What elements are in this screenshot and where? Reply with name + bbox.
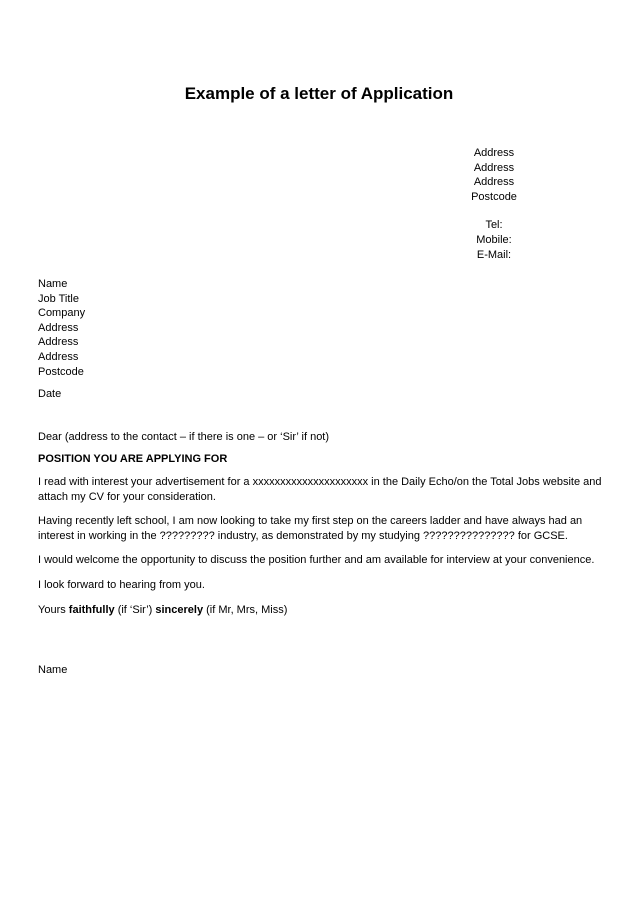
- recipient-company: Company: [38, 307, 86, 320]
- recipient-name: Name: [38, 278, 68, 290]
- sign-off-suffix: (if Mr, Mrs, Miss): [203, 603, 288, 616]
- sign-off: [38, 603, 604, 618]
- sender-tel: Tel:: [485, 219, 503, 232]
- letter-body: [38, 277, 604, 678]
- recipient-block: [38, 277, 604, 379]
- paragraph-line: I would welcome the opportunity to discuss the position further and am available for interview at your convenience.: [38, 554, 595, 567]
- sender-gap: [452, 204, 536, 218]
- recipient-job-title: Job Title: [38, 292, 79, 305]
- sign-off-faithfully: faithfully: [68, 603, 115, 616]
- sender-email: E-Mail:: [476, 248, 512, 261]
- sender-postcode: Postcode: [471, 190, 517, 203]
- recipient-address: Address: [38, 336, 79, 349]
- sender-address-line: Address: [473, 176, 515, 189]
- recipient-address: Address: [38, 321, 79, 334]
- paragraph-background: [38, 514, 604, 543]
- sign-off-sincerely: sincerely: [155, 603, 204, 616]
- recipient-address: Address: [38, 350, 79, 363]
- paragraph-line: I read with interest your advertisement for a xxxxxxxxxxxxxxxxxxxxx in the Daily Echo/on the Total Jobs website and: [38, 475, 602, 488]
- sender-mobile: Mobile:: [476, 233, 512, 246]
- letter-date: Date: [38, 388, 62, 401]
- sender-address-line: Address: [473, 161, 515, 174]
- paragraph-interest: [38, 475, 604, 504]
- position-heading: POSITION YOU ARE APPLYING FOR: [38, 453, 228, 466]
- signature-name: Name: [38, 664, 68, 677]
- paragraph-line: I look forward to hearing from you.: [38, 578, 205, 591]
- sign-off-prefix: Yours: [38, 603, 69, 616]
- sender-address-line: Address: [473, 147, 515, 159]
- page-title: Example of a letter of Application: [184, 84, 454, 103]
- paragraph-line: attach my CV for your consideration.: [38, 490, 216, 503]
- paragraph-line: Having recently left school, I am now looking to take my first step on the careers ladder and have always had an: [38, 515, 583, 528]
- recipient-postcode: Postcode: [38, 365, 84, 378]
- paragraph-interview: [38, 553, 604, 568]
- sender-address-block: [452, 146, 536, 262]
- paragraph-line: interest in working in the ????????? industry, as demonstrated by my studying ??????????????? for GCSE.: [38, 529, 568, 542]
- paragraph-closing: [38, 578, 604, 593]
- sign-off-mid: (if ‘Sir’): [114, 603, 156, 616]
- salutation: Dear (address to the contact – if there is one – or ‘Sir’ if not): [38, 430, 330, 443]
